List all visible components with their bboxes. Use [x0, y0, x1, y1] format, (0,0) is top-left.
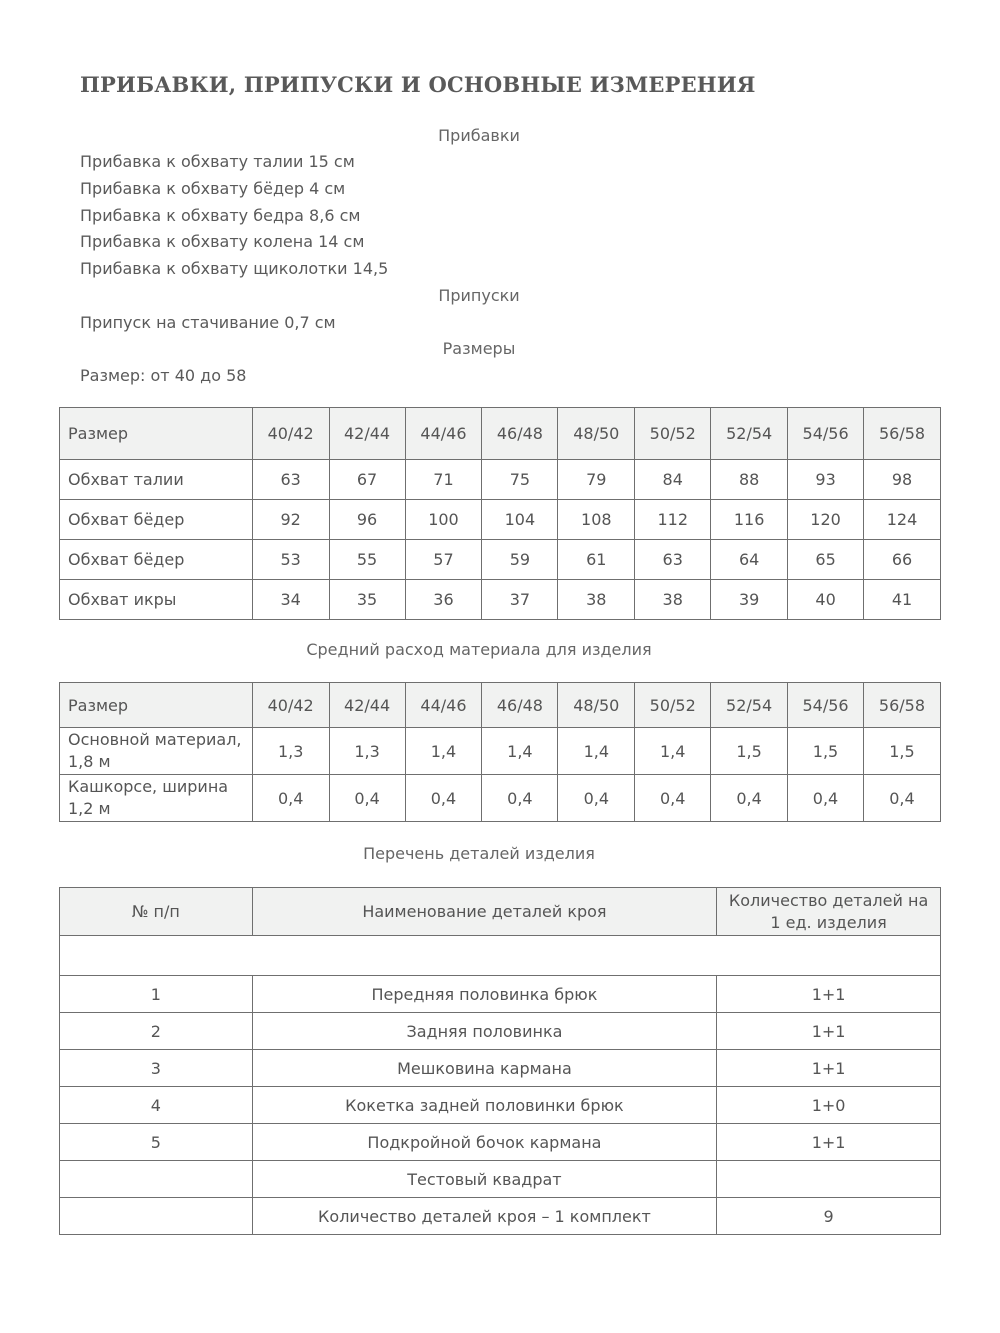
header-cell: 40/42	[252, 683, 329, 728]
table-cell: 0,4	[635, 775, 711, 822]
header-cell: 46/48	[482, 408, 558, 460]
table-cell: 1,4	[405, 728, 482, 775]
table-header-row	[60, 888, 941, 936]
table-row	[60, 1013, 941, 1050]
table-cell: 0,4	[558, 775, 635, 822]
table-cell: 0,4	[788, 775, 864, 822]
table-header-row	[60, 408, 941, 460]
row-label: Обхват бёдер	[60, 500, 253, 540]
header-cell: 54/56	[788, 683, 864, 728]
table-header-row	[60, 683, 941, 728]
table-cell: 38	[558, 580, 635, 620]
table-cell: 84	[635, 460, 711, 500]
table-cell: 1,3	[329, 728, 405, 775]
table-cell: 88	[711, 460, 788, 500]
table-cell: 66	[864, 540, 941, 580]
table-cell: 112	[635, 500, 711, 540]
table-cell: Подкройной бочок кармана	[252, 1124, 716, 1161]
header-cell: 54/56	[788, 408, 864, 460]
empty-cell	[60, 936, 941, 976]
table-row	[60, 976, 941, 1013]
header-cell: 48/50	[558, 683, 635, 728]
table-cell: 53	[252, 540, 329, 580]
header-cell: 52/54	[711, 408, 788, 460]
table-cell: 39	[711, 580, 788, 620]
table-cell: 5	[60, 1124, 253, 1161]
table-cell: 98	[864, 460, 941, 500]
measurements-table	[59, 407, 941, 620]
table-cell: 3	[60, 1050, 253, 1087]
table-cell: 116	[711, 500, 788, 540]
allowance-item: Прибавка к обхвату талии 15 см	[80, 152, 355, 171]
table-cell: 71	[405, 460, 482, 500]
header-cell: 50/52	[635, 408, 711, 460]
table-cell: 63	[252, 460, 329, 500]
table-cell: Передняя половинка брюк	[252, 976, 716, 1013]
allowance-item: Прибавка к обхвату бедра 8,6 см	[80, 206, 361, 225]
header-cell: 56/58	[863, 683, 940, 728]
header-cell: 50/52	[635, 683, 711, 728]
table-row-total	[60, 1198, 941, 1235]
table-cell: Кокетка задней половинки брюк	[252, 1087, 716, 1124]
header-cell: 56/58	[864, 408, 941, 460]
table-row	[60, 460, 941, 500]
table-cell: 55	[329, 540, 405, 580]
header-cell: 44/46	[405, 683, 482, 728]
table-cell: 61	[558, 540, 635, 580]
table-cell: Задняя половинка	[252, 1013, 716, 1050]
table-cell: 1,5	[863, 728, 940, 775]
table-cell: 67	[329, 460, 405, 500]
table-row	[60, 1124, 941, 1161]
table-cell: 1,4	[482, 728, 558, 775]
table-cell: 9	[717, 1198, 941, 1235]
table-cell: 0,4	[252, 775, 329, 822]
allowance-item: Прибавка к обхвату щиколотки 14,5	[80, 259, 389, 278]
row-label: Обхват икры	[60, 580, 253, 620]
table-cell: 1+1	[717, 1124, 941, 1161]
consumption-heading: Средний расход материала для изделия	[306, 640, 652, 659]
row-label: Обхват талии	[60, 460, 253, 500]
table-cell: 75	[482, 460, 558, 500]
table-cell: 104	[482, 500, 558, 540]
table-cell	[60, 1161, 253, 1198]
header-cell: 46/48	[482, 683, 558, 728]
header-cell: Размер	[60, 683, 253, 728]
table-cell: 1+0	[717, 1087, 941, 1124]
table-cell: 1+1	[717, 976, 941, 1013]
table-cell: 37	[482, 580, 558, 620]
table-cell	[60, 1198, 253, 1235]
table-row	[60, 1050, 941, 1087]
header-cell: Наименование деталей кроя	[252, 888, 716, 936]
seam-heading: Припуски	[438, 286, 520, 305]
header-cell: 52/54	[711, 683, 788, 728]
table-cell: 34	[252, 580, 329, 620]
seam-text: Припуск на стачивание 0,7 см	[80, 313, 336, 332]
table-cell	[717, 1161, 941, 1198]
table-cell: 0,4	[711, 775, 788, 822]
table-cell: 40	[788, 580, 864, 620]
header-cell: Количество деталей на 1 ед. изделия	[717, 888, 941, 936]
table-cell: 0,4	[329, 775, 405, 822]
table-cell: 0,4	[482, 775, 558, 822]
table-cell: 63	[635, 540, 711, 580]
table-cell: 100	[405, 500, 482, 540]
header-cell: 42/44	[329, 683, 405, 728]
table-row	[60, 1161, 941, 1198]
header-cell: 48/50	[558, 408, 635, 460]
table-cell: 124	[864, 500, 941, 540]
table-row	[60, 728, 941, 775]
header-cell: Размер	[60, 408, 253, 460]
header-cell: № п/п	[60, 888, 253, 936]
table-cell: 108	[558, 500, 635, 540]
table-cell: 93	[788, 460, 864, 500]
allowance-item: Прибавка к обхвату бёдер 4 см	[80, 179, 346, 198]
table-row	[60, 580, 941, 620]
table-cell: 65	[788, 540, 864, 580]
table-row	[60, 775, 941, 822]
table-cell: 57	[405, 540, 482, 580]
table-cell: 59	[482, 540, 558, 580]
table-cell: 38	[635, 580, 711, 620]
sizes-text: Размер: от 40 до 58	[80, 366, 247, 385]
table-cell: 0,4	[405, 775, 482, 822]
table-cell: 36	[405, 580, 482, 620]
row-label: Основной материал, 1,8 м	[60, 728, 253, 775]
table-cell: 96	[329, 500, 405, 540]
table-cell: 0,4	[863, 775, 940, 822]
table-cell: 1+1	[717, 1050, 941, 1087]
table-cell: 1+1	[717, 1013, 941, 1050]
page-title: ПРИБАВКИ, ПРИПУСКИ И ОСНОВНЫЕ ИЗМЕРЕНИЯ	[80, 72, 756, 97]
table-cell: Тестовый квадрат	[252, 1161, 716, 1198]
table-row	[60, 500, 941, 540]
allowance-item: Прибавка к обхвату колена 14 см	[80, 232, 365, 251]
table-cell: 35	[329, 580, 405, 620]
table-cell: 120	[788, 500, 864, 540]
table-cell: 1,3	[252, 728, 329, 775]
details-heading: Перечень деталей изделия	[363, 844, 595, 863]
allowances-heading: Прибавки	[438, 126, 520, 145]
consumption-table	[59, 682, 941, 822]
table-cell: 1,5	[711, 728, 788, 775]
table-cell: 1,4	[635, 728, 711, 775]
table-row	[60, 540, 941, 580]
table-cell: 64	[711, 540, 788, 580]
table-cell: 4	[60, 1087, 253, 1124]
table-cell: Мешковина кармана	[252, 1050, 716, 1087]
table-cell: 1,5	[788, 728, 864, 775]
table-row-empty	[60, 936, 941, 976]
table-cell: 92	[252, 500, 329, 540]
row-label: Обхват бёдер	[60, 540, 253, 580]
details-table	[59, 887, 941, 1235]
table-row	[60, 1087, 941, 1124]
table-cell: 41	[864, 580, 941, 620]
header-cell: 44/46	[405, 408, 482, 460]
row-label: Кашкорсе, ширина 1,2 м	[60, 775, 253, 822]
table-cell: 1	[60, 976, 253, 1013]
sizes-heading: Размеры	[442, 339, 516, 358]
table-cell: 2	[60, 1013, 253, 1050]
header-cell: 40/42	[252, 408, 329, 460]
table-cell: Количество деталей кроя – 1 комплект	[252, 1198, 716, 1235]
header-cell: 42/44	[329, 408, 405, 460]
table-cell: 1,4	[558, 728, 635, 775]
table-cell: 79	[558, 460, 635, 500]
